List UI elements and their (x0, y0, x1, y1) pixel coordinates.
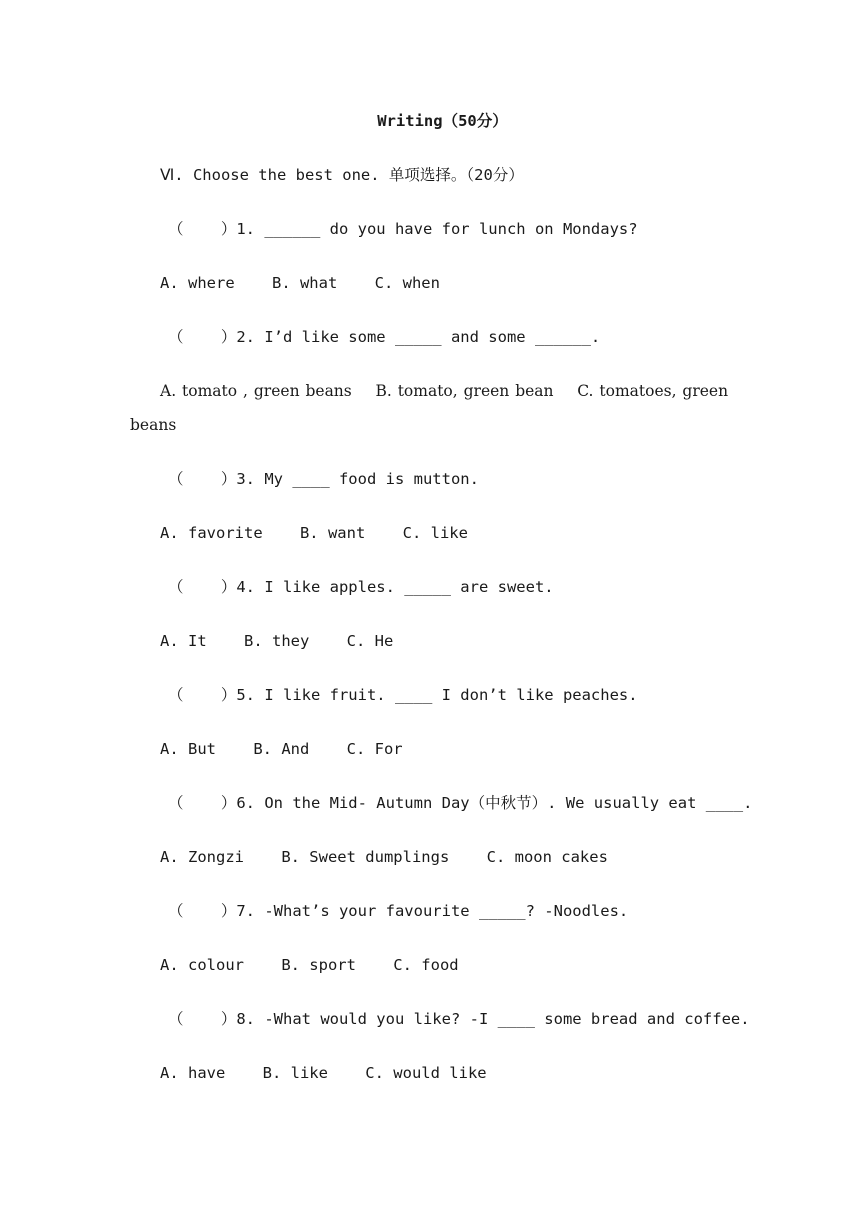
question-5: （ ）5. I like fruit. ____ I don’t like peaches. (168, 686, 638, 704)
question-1: （ ）1. ______ do you have for lunch on Mondays? (168, 220, 638, 238)
question-6: （ ）6. On the Mid- Autumn Day（中秋节）. We usually eat ____. (168, 794, 753, 812)
options-8: A. have B. like C. would like (160, 1064, 487, 1082)
question-3: （ ）3. My ____ food is mutton. (168, 470, 479, 488)
options-2: A. tomato , green beans B. tomato, green bean C. tomatoes, green (160, 382, 729, 400)
question-7: （ ）7. -What’s your favourite _____? -Noodles. (168, 902, 629, 920)
options-7: A. colour B. sport C. food (160, 956, 459, 974)
question-8: （ ）8. -What would you like? -I ____ some bread and coffee. (168, 1010, 750, 1028)
question-4: （ ）4. I like apples. _____ are sweet. (168, 578, 554, 596)
options-3: A. favorite B. want C. like (160, 524, 468, 542)
section-heading: Ⅵ. Choose the best one. 单项选择。（20分） (160, 166, 524, 184)
options-1: A. where B. what C. when (160, 274, 440, 292)
options-5: A. But B. And C. For (160, 740, 403, 758)
options-4: A. It B. they C. He (160, 632, 394, 650)
question-2: （ ）2. I’d like some _____ and some ______. (168, 328, 601, 346)
options-6: A. Zongzi B. Sweet dumplings C. moon cakes (160, 848, 608, 866)
page-title: Writing（50分） (377, 112, 508, 130)
options-2-continued: beans (130, 416, 177, 434)
